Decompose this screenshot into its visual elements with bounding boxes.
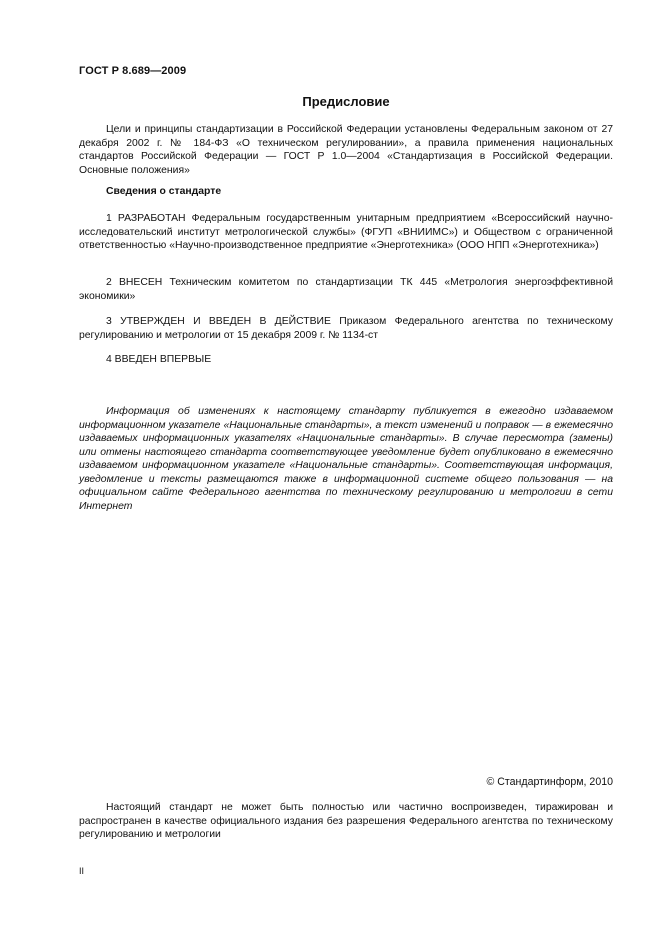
- copyright-notice: © Стандартинформ, 2010: [486, 776, 613, 788]
- reproduction-notice: Настоящий стандарт не может быть полностью или частично воспроизведен, тиражирован и распространен в качестве официального издания без разрешения Федерального агентства по техническому регулированию и метрологии: [79, 802, 613, 840]
- standard-info-item-1: 1 РАЗРАБОТАН Федеральным государственным унитарным предприятием «Всероссийский научно-исследовательский институт метрологической службы» (ФГУП «ВНИИМС») и Обществом с ограниченной ответственностью «Научно-производственное предприятие «Энерготехника» (ООО НПП «Энерготехника»): [79, 213, 613, 251]
- section-heading-standard-info: Сведения о стандарте: [106, 186, 222, 197]
- intro-paragraph: Цели и принципы стандартизации в Российской Федерации установлены Федеральным законом от 27 декабря 2002 г. № 184-ФЗ «О техническом регулировании», а правила применения национальных стандартов Российской Федерации — ГОСТ Р 1.0—2004 «Стандартизация в Российской Федерации. Основные положения»: [79, 124, 613, 176]
- standard-info-item-2: 2 ВНЕСЕН Техническим комитетом по стандартизации ТК 445 «Метрология энергоэффективной экономики»: [79, 277, 613, 302]
- page-title: Предисловие: [302, 94, 390, 109]
- document-code: ГОСТ Р 8.689—2009: [79, 65, 187, 77]
- changes-notice: Информация об изменениях к настоящему стандарту публикуется в ежегодно издаваемом информационном указателе «Национальные стандарты», а текст изменений и поправок — в ежемесячно издаваемых информационных указателях «Национальные стандарты». В случае пересмотра (замены) или отмены настоящего стандарта соответствующее уведомление будет опубликовано в ежемесячно издаваемом информационном указателе «Национальные стандарты». Соответствующая информация, уведомление и тексты размещаются также в информационной системе общего пользования — на официальном сайте Федерального агентства по техническому регулированию и метрологии в сети Интернет: [79, 406, 613, 512]
- standard-info-item-4: 4 ВВЕДЕН ВПЕРВЫЕ: [106, 354, 212, 365]
- standard-info-item-3: 3 УТВЕРЖДЕН И ВВЕДЕН В ДЕЙСТВИЕ Приказом Федерального агентства по техническому регулированию и метрологии от 15 декабря 2009 г. № 1134-ст: [79, 316, 613, 341]
- page-number: II: [79, 866, 85, 876]
